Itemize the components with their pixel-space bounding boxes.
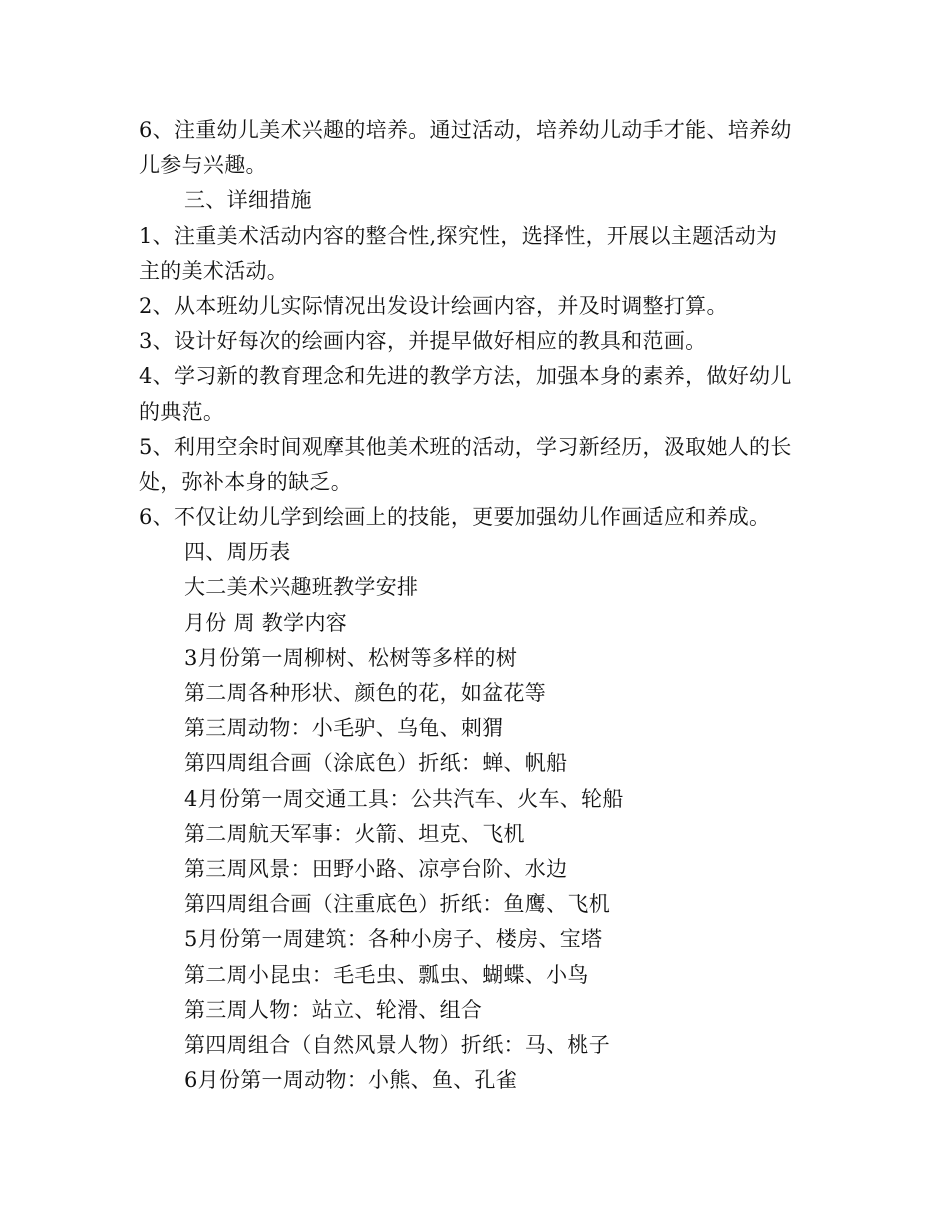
schedule-entry: 第四周组合画（注重底色）折纸：鱼鹰、飞机: [184, 892, 610, 917]
schedule-entry: 第三周风景：田野小路、凉亭台阶、水边: [184, 856, 568, 881]
text-line: 1、注重美术活动内容的整合性,探究性，选择性，开展以主题活动为: [139, 223, 778, 248]
text-line: 5、利用空余时间观摩其他美术班的活动，学习新经历，汲取她人的长: [139, 434, 792, 459]
text-line: 处，弥补本身的缺乏。: [139, 469, 352, 494]
schedule-entry: 第三周人物：站立、轮滑、组合: [184, 997, 483, 1022]
text-line: 2、从本班幼儿实际情况出发设计绘画内容，并及时调整打算。: [139, 293, 728, 318]
schedule-entry: 第四周组合（自然风景人物）折纸：马、桃子: [184, 1032, 610, 1057]
schedule-entry: 6月份第一周动物：小熊、鱼、孔雀: [184, 1068, 518, 1093]
text-line: 4、学习新的教育理念和先进的教学方法，加强本身的素养，做好幼儿: [139, 364, 792, 389]
schedule-header: 月份 周 教学内容: [184, 610, 348, 635]
schedule-entry: 第二周航天军事：火箭、坦克、飞机: [184, 821, 525, 846]
text-line: 的典范。: [139, 399, 225, 424]
schedule-entry: 第二周小昆虫：毛毛虫、瓢虫、蝴蝶、小鸟: [184, 962, 589, 987]
schedule-entry: 第三周动物：小毛驴、乌龟、刺猬: [184, 716, 504, 741]
text-line: 主的美术活动。: [139, 258, 289, 283]
schedule-entry: 4月份第一周交通工具：公共汽车、火车、轮船: [184, 786, 624, 811]
text-line: 3、设计好每次的绘画内容，并提早做好相应的教具和范画。: [139, 329, 707, 354]
schedule-entry: 5月份第一周建筑：各种小房子、楼房、宝塔: [184, 927, 603, 952]
section-heading: 四、周历表: [184, 540, 291, 565]
schedule-entry: 第二周各种形状、颜色的花，如盆花等: [184, 681, 547, 705]
text-line: 儿参与兴趣。: [139, 153, 267, 178]
schedule-entry: 3月份第一周柳树、松树等多样的树: [184, 645, 518, 670]
schedule-entry: 第四周组合画（涂底色）折纸：蝉、帆船: [184, 751, 568, 776]
document-body: [139, 113, 819, 1098]
schedule-title: 大二美术兴趣班教学安排: [184, 575, 419, 600]
section-heading: 三、详细措施: [184, 188, 312, 213]
text-line: 6、不仅让幼儿学到绘画上的技能，更要加强幼儿作画适应和养成。: [139, 505, 771, 530]
text-line: 6、注重幼儿美术兴趣的培养。通过活动，培养幼儿动手才能、培养幼: [139, 118, 792, 142]
